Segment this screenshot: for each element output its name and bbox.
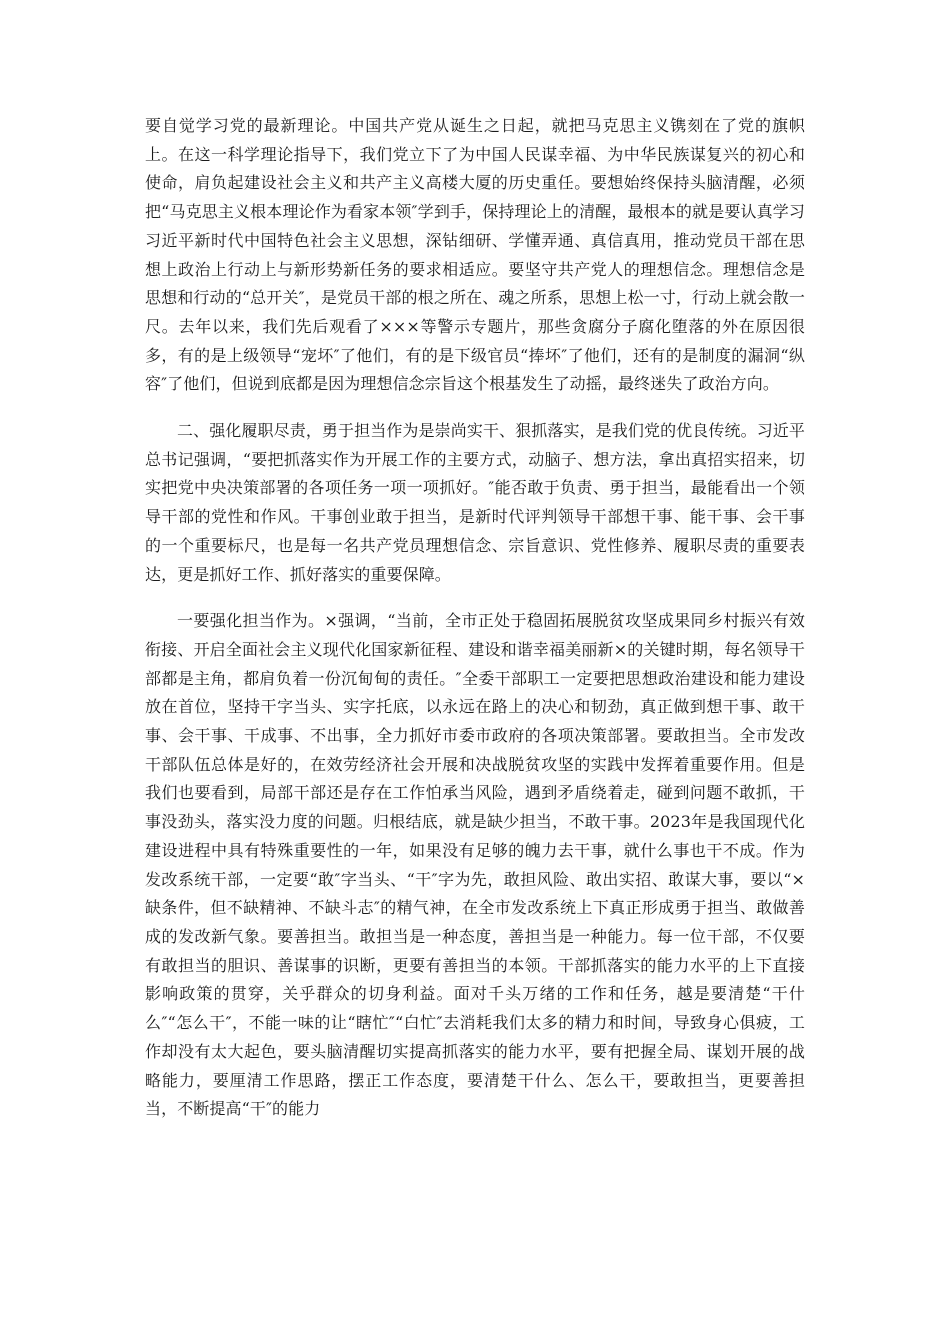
document-body	[145, 112, 805, 1124]
paragraph-theory-study: 要自觉学习党的最新理论。中国共产党从诞生之日起，就把马克思主义镌刻在了党的旗帜上。在这一科学理论指导下，我们党立下了为中国人民谋幸福、为中华民族谋复兴的初心和使命，肩负起建设社会主义和共产主义高楼大厦的历史重任。要想始终保持头脑清醒，必须把“马克思主义根本理论作为看家本领″学到手，保持理论上的清醒，最根本的就是要认真学习习近平新时代中国特色社会主义思想，深钻细研、学懂弄通、真信真用，推动党员干部在思想上政治上行动上与新形势新任务的要求相适应。要坚守共产党人的理想信念。理想信念是思想和行动的“总开关″，是党员干部的根之所在、魂之所系，思想上松一寸，行动上就会散一尺。去年以来，我们先后观看了×××等警示专题片，那些贪腐分子腐化堕落的外在原因很多，有的是上级领导“宠坏″了他们，有的是下级官员“捧坏″了他们，还有的是制度的漏洞“纵容″了他们，但说到底都是因为理想信念宗旨这个根基发生了动摇，最终迷失了政治方向。	[145, 116, 805, 394]
paragraph-section-two-heading: 二、强化履职尽责，勇于担当作为是崇尚实干、狠抓落实，是我们党的优良传统。习近平总书记强调，“要把抓落实作为开展工作的主要方式，动脑子、想方法，拿出真招实招来，切实把党中央决策部署的各项任务一项一项抓好。″能否敢于负责、勇于担当，最能看出一个领导干部的党性和作风。干事创业敢于担当，是新时代评判领导干部想干事、能干事、会干事的一个重要标尺，也是每一名共产党员理想信念、宗旨意识、党性修养、履职尽责的重要表达，更是抓好工作、抓好落实的重要保障。	[145, 421, 805, 584]
paragraph-strengthen-responsibility: 一要强化担当作为。×强调，“当前，全市正处于稳固拓展脱贫攻坚成果同乡村振兴有效衔接、开启全面社会主义现代化国家新征程、建设和谐幸福美丽新×的关键时期，每名领导干部都是主角，都肩负着一份沉甸甸的责任。″全委干部职工一定要把思想政治建设和能力建设放在首位，坚持干字当头、实字托底，以永远在路上的决心和韧劲，真正做到想干事、敢干事、会干事、干成事、不出事，全力抓好市委市政府的各项决策部署。要敢担当。全市发改干部队伍总体是好的，在效劳经济社会开展和决战脱贫攻坚的实践中发挥着重要作用。但是我们也要看到，局部干部还是存在工作怕承当风险，遇到矛盾绕着走，碰到问题不敢抓，干事没劲头，落实没力度的问题。归根结底，就是缺少担当，不敢干事。2023年是我国现代化建设进程中具有特殊重要性的一年，如果没有足够的魄力去干事，就什么事也干不成。作为发改系统干部，一定要“敢″字当头、“干″字为先，敢担风险、敢出实招、敢谋大事，要以“×缺条件，但不缺精神、不缺斗志″的精气神，在全市发改系统上下真正形成勇于担当、敢做善成的发改新气象。要善担当。敢担当是一种态度，善担当是一种能力。每一位干部，不仅要有敢担当的胆识、善谋事的识断，更要有善担当的本领。干部抓落实的能力水平的上下直接影响政策的贯穿，关乎群众的切身利益。面对千头万绪的工作和任务，越是要清楚“干什么″“怎么干″，不能一味的让“瞎忙″“白忙″去消耗我们太多的精力和时间，导致身心俱疲，工作却没有太大起色，要头脑清醒切实提高抓落实的能力水平，要有把握全局、谋划开展的战略能力，要厘清工作思路，摆正工作态度，要清楚干什么、怎么干，要敢担当，更要善担当，不断提高“干″的能力	[145, 611, 805, 1119]
